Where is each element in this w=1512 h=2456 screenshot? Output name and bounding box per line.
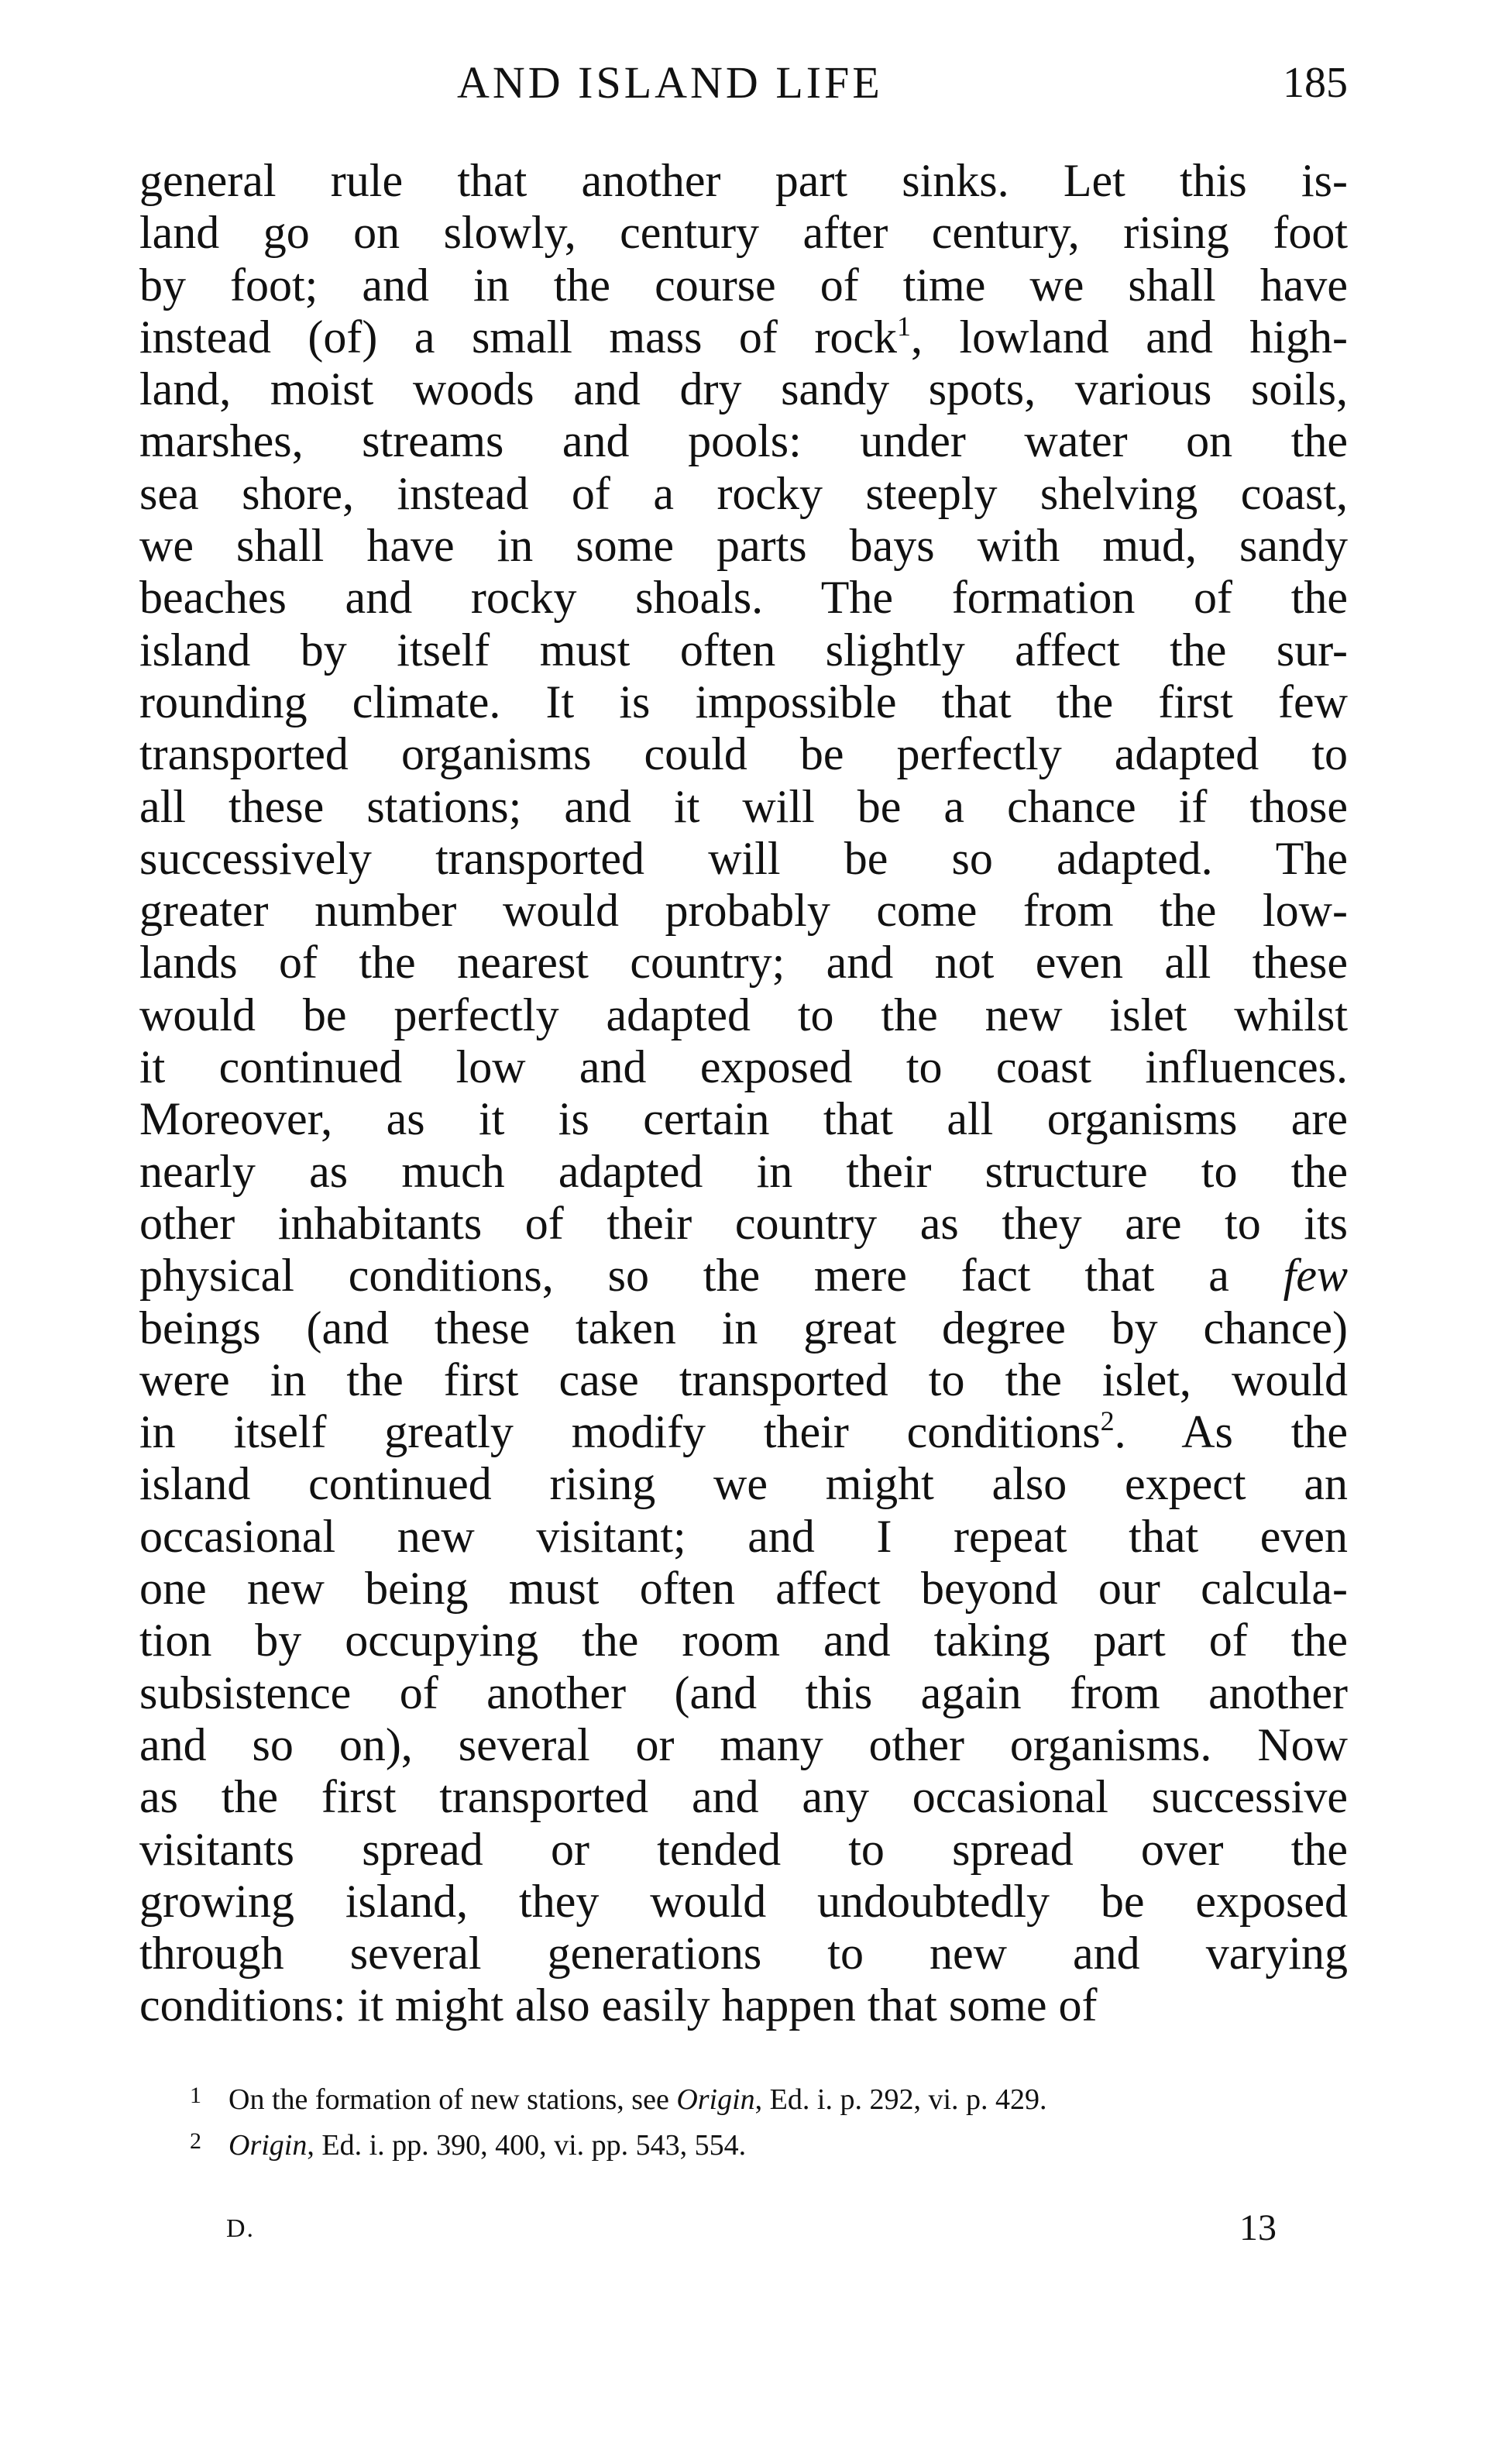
text-line: island continued rising we might also expect an bbox=[139, 1458, 1348, 1510]
footnote-text: On the formation of new stations, see bbox=[229, 2083, 677, 2116]
text-line bbox=[139, 1250, 1348, 1302]
footnote bbox=[190, 2075, 1352, 2121]
footnote-ref-1: 1 bbox=[896, 311, 911, 342]
text-line: tion by occupying the room and taking part of the bbox=[139, 1615, 1348, 1667]
text-line: land go on slowly, century after century, rising foot bbox=[139, 207, 1348, 259]
signature-mark: D. bbox=[226, 2214, 256, 2243]
footnote-text: , Ed. i. p. 292, vi. p. 429. bbox=[754, 2083, 1047, 2116]
text-line: all these stations; and it will be a chance if those bbox=[139, 780, 1348, 832]
text-line: through several generations to new and varying bbox=[139, 1928, 1348, 1980]
text-segment: instead (of) a small mass of rock bbox=[139, 311, 897, 363]
text-line: we shall have in some parts bays with mud, sandy bbox=[139, 520, 1348, 572]
text-line: beings (and these taken in great degree by chance) bbox=[139, 1302, 1348, 1354]
text-line: by foot; and in the course of time we shall have bbox=[139, 259, 1348, 311]
text-line: sea shore, instead of a rocky steeply shelving coast, bbox=[139, 467, 1348, 519]
text-line: general rule that another part sinks. Let this is- bbox=[139, 155, 1348, 206]
text-line bbox=[139, 1406, 1348, 1458]
text-line: conditions: it might also easily happen that some of bbox=[139, 1980, 1098, 2031]
text-line: rounding climate. It is impossible that the first few bbox=[139, 676, 1348, 728]
text-line: beaches and rocky shoals. The formation of the bbox=[139, 572, 1348, 624]
text-line: transported organisms could be perfectly adapted to bbox=[139, 728, 1348, 780]
text-line: other inhabitants of their country as they are to its bbox=[139, 1197, 1348, 1249]
text-line bbox=[139, 311, 1348, 363]
italic-word: few bbox=[1283, 1250, 1348, 1302]
text-line: would be perfectly adapted to the new islet whilst bbox=[139, 989, 1348, 1041]
text-line: occasional new visitant; and I repeat that even bbox=[139, 1510, 1348, 1562]
text-line: Moreover, as it is certain that all organisms are bbox=[139, 1093, 1348, 1145]
running-head bbox=[139, 48, 1348, 118]
text-line: island by itself must often slightly affect the sur- bbox=[139, 624, 1348, 676]
footnote-text: , Ed. i. pp. 390, 400, vi. pp. 543, 554. bbox=[307, 2129, 747, 2162]
footnote-mark: 2 bbox=[190, 2128, 201, 2154]
signature-number: 13 bbox=[1239, 2207, 1277, 2248]
text-line: successively transported will be so adapted. The bbox=[139, 832, 1348, 884]
text-line: growing island, they would undoubtedly be exposed bbox=[139, 1875, 1348, 1927]
text-line: subsistence of another (and this again from another bbox=[139, 1667, 1348, 1718]
text-line: marshes, streams and pools: under water on the bbox=[139, 415, 1348, 467]
footnote-italic: Origin bbox=[676, 2083, 755, 2116]
footnote-italic: Origin bbox=[229, 2129, 308, 2162]
footnote-ref-2: 2 bbox=[1100, 1406, 1115, 1437]
page-number: 185 bbox=[1283, 59, 1348, 107]
text-line: one new being must often affect beyond our calcula- bbox=[139, 1563, 1348, 1615]
text-segment: physical conditions, so the mere fact that a bbox=[139, 1250, 1229, 1302]
body-text bbox=[139, 155, 1348, 2032]
footnotes bbox=[190, 2075, 1352, 2166]
footnote-mark: 1 bbox=[190, 2083, 201, 2108]
text-segment: , lowland and high- bbox=[910, 311, 1348, 363]
footnote bbox=[190, 2121, 1352, 2166]
running-title: AND ISLAND LIFE bbox=[457, 57, 883, 108]
text-line: land, moist woods and dry sandy spots, various soils, bbox=[139, 363, 1348, 415]
text-line: lands of the nearest country; and not even all these bbox=[139, 937, 1348, 989]
text-line: it continued low and exposed to coast influences. bbox=[139, 1041, 1348, 1093]
text-line: as the first transported and any occasional successive bbox=[139, 1771, 1348, 1823]
text-line: nearly as much adapted in their structure to the bbox=[139, 1145, 1348, 1197]
text-line: visitants spread or tended to spread over the bbox=[139, 1823, 1348, 1875]
text-segment: in itself greatly modify their conditions bbox=[139, 1406, 1101, 1458]
text-segment: . As the bbox=[1114, 1406, 1348, 1458]
text-line: and so on), several or many other organisms. Now bbox=[139, 1718, 1348, 1770]
text-line: were in the first case transported to the islet, would bbox=[139, 1354, 1348, 1405]
text-line: greater number would probably come from the low- bbox=[139, 885, 1348, 937]
